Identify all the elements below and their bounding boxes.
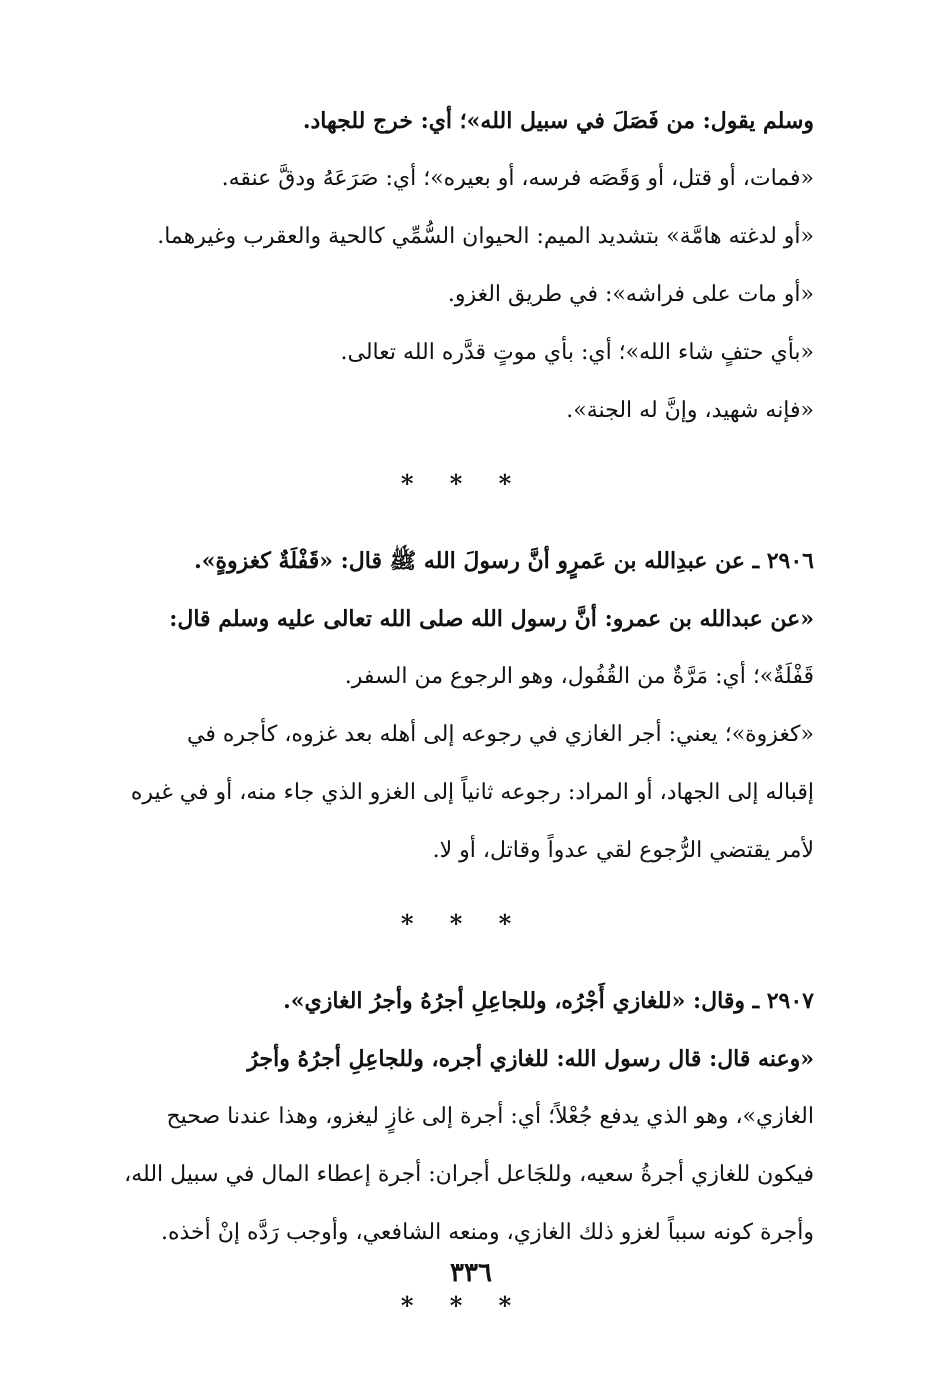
section-separator: * * * [400, 469, 526, 498]
section-separator: * * * [400, 909, 526, 938]
text-line: «أو لدغته هامَّة» بتشديد الميم: الحيوان السُّمِّي كالحية والعقرب وغيرهما. [157, 224, 814, 249]
hadith-heading: ٢٩٠٧ ـ وقال: «للغازي أَجْرُه، وللجاعِلِ أجرُهُ وأجرُ الغازي». [283, 988, 814, 1014]
text-line: وأجرة كونه سبباً لغزو ذلك الغازي، ومنعه الشافعي، وأوجب رَدَّه إنْ أخذه. [160, 1220, 814, 1245]
text-line: «فإنه شهيد، وإنَّ له الجنة». [566, 398, 814, 423]
text-line: «أو مات على فراشه»: في طريق الغزو. [447, 282, 814, 307]
hadith-heading: ٢٩٠٦ ـ عن عبدِالله بن عَمرٍو أنَّ رسولَ الله ﷺ قال: «قَفْلَةٌ كغزوةٍ». [194, 548, 814, 574]
text-line: «وعنه قال: قال رسول الله: للغازي أجره، وللجاعِلِ أجرُهُ وأجرُ [247, 1046, 814, 1072]
section-separator: * * * [400, 1291, 526, 1320]
text-line: الغازي»، وهو الذي يدفع جُعْلاً؛ أي: أجرة إلى غازٍ ليغزو، وهذا عندنا صحيح [166, 1104, 814, 1129]
text-line: قَفْلَةٌ»؛ أي: مَرَّةٌ من القُفُول، وهو الرجوع من السفر. [344, 664, 814, 689]
text-line: «فمات، أو قتل، أو وَقَصَه فرسه، أو بعيره»؛ أي: صَرَعَهُ ودقَّ عنقه. [221, 166, 814, 191]
hadith-2907 [112, 972, 814, 1262]
page-body [112, 92, 814, 1354]
text-line: «بأي حتفٍ شاء الله»؛ أي: بأي موتٍ قدَّره الله تعالى. [340, 340, 814, 365]
hadith-2906 [112, 532, 814, 880]
text-line: فيكون للغازي أجرةُ سعيه، وللجَاعل أجران: أجرة إعطاء المال في سبيل الله، [124, 1162, 814, 1187]
text-line: إقباله إلى الجهاد، أو المراد: رجوعه ثانياً إلى الغزو الذي جاء منه، أو في غيره [130, 780, 814, 805]
text-line: «كغزوة»؛ يعني: أجر الغازي في رجوعه إلى أهله بعد غزوه، كأجره في [187, 722, 814, 747]
text-line: لأمر يقتضي الرُّجوع لقي عدواً وقاتل، أو لا. [432, 838, 814, 863]
section-commentary-top [112, 92, 814, 440]
page-number: ٣٣٦ [450, 1258, 492, 1288]
text-line: وسلم يقول: من فَصَلَ في سبيل الله»؛ أي: خرج للجهاد. [302, 108, 814, 134]
text-line: «عن عبدالله بن عمرو: أنَّ رسول الله صلى الله تعالى عليه وسلم قال: [169, 606, 814, 632]
